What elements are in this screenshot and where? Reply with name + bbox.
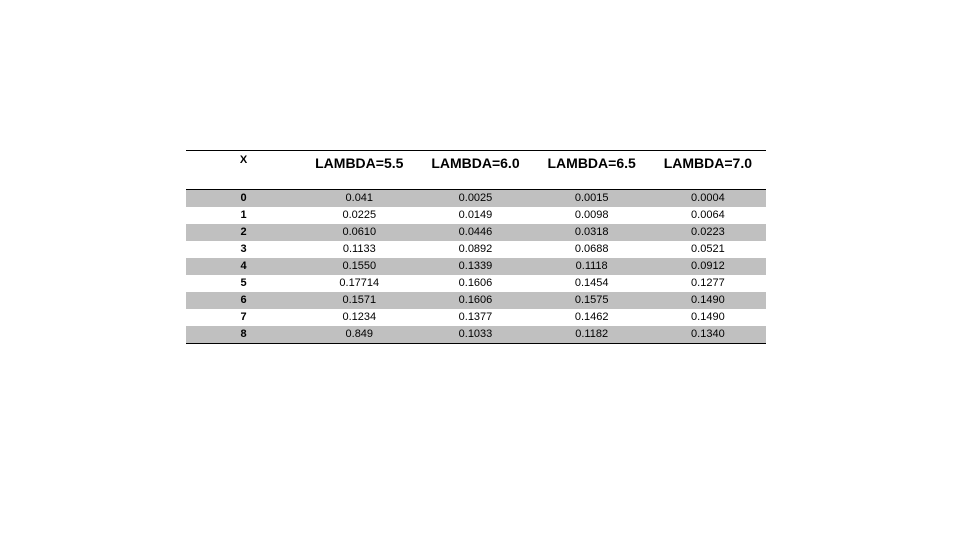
table-body xyxy=(186,190,766,344)
header-lambda-6-0: LAMBDA=6.0 xyxy=(417,151,533,190)
table-row xyxy=(186,207,766,224)
table-cell: 0.0892 xyxy=(458,243,493,255)
cell-x: 2 xyxy=(240,226,247,238)
table-row xyxy=(186,190,766,208)
table-cell: 0.1490 xyxy=(691,311,725,323)
cell-x: 7 xyxy=(240,311,247,323)
table-cell: 0.0521 xyxy=(691,243,725,255)
table-cell: 0.1377 xyxy=(458,311,493,323)
table-cell: 0.849 xyxy=(301,326,417,344)
table-cell: 0.1454 xyxy=(574,277,609,289)
table-cell: 0.0225 xyxy=(342,209,377,221)
table-cell: 0.1550 xyxy=(342,260,377,272)
table-cell: 0.1033 xyxy=(417,326,533,344)
header-row xyxy=(186,151,766,190)
table-row xyxy=(186,241,766,258)
table-cell: 0.1606 xyxy=(458,294,493,306)
table-row xyxy=(186,292,766,309)
table-cell: 0.0004 xyxy=(691,192,725,204)
cell-x: 5 xyxy=(240,277,247,289)
cell-x: 3 xyxy=(240,243,247,255)
table-cell: 0.0223 xyxy=(691,226,725,238)
cell-x: 0 xyxy=(240,192,247,204)
table-cell: 0.1234 xyxy=(342,311,377,323)
table-row xyxy=(186,275,766,292)
header-lambda-6-5: LAMBDA=6.5 xyxy=(534,151,650,190)
table-cell: 0.1118 xyxy=(575,260,608,272)
cell-x: 6 xyxy=(240,294,247,306)
table-cell: 0.0610 xyxy=(342,226,377,238)
table-cell: 0.0446 xyxy=(458,226,493,238)
table-cell: 0.0098 xyxy=(574,209,609,221)
table-cell: 0.1462 xyxy=(574,311,609,323)
table-row xyxy=(186,258,766,275)
cell-x: 4 xyxy=(240,260,247,272)
cell-x: 1 xyxy=(240,209,247,221)
table-cell: 0.1182 xyxy=(534,326,650,344)
table-cell: 0.0025 xyxy=(458,192,493,204)
table-row xyxy=(186,309,766,326)
table-cell: 0.0015 xyxy=(574,192,609,204)
header-x: X xyxy=(186,151,301,190)
table-cell: 0.1339 xyxy=(458,260,493,272)
table-cell: 0.1490 xyxy=(691,294,725,306)
table-cell: 0.1575 xyxy=(574,294,609,306)
table-cell: 0.1340 xyxy=(650,326,766,344)
table-cell: 0.17714 xyxy=(339,277,380,289)
table-cell: 0.1133 xyxy=(342,243,376,255)
table-cell: 0.0688 xyxy=(574,243,609,255)
header-lambda-5-5: LAMBDA=5.5 xyxy=(301,151,417,190)
table-cell: 0.041 xyxy=(345,192,374,204)
table-cell: 0.0912 xyxy=(691,260,725,272)
cell-x: 8 xyxy=(186,326,301,344)
table-row xyxy=(186,326,766,344)
table-cell: 0.0318 xyxy=(574,226,609,238)
table-cell: 0.1571 xyxy=(342,294,377,306)
table-header xyxy=(186,151,766,190)
table-cell: 0.1606 xyxy=(458,277,493,289)
header-lambda-7-0: LAMBDA=7.0 xyxy=(650,151,766,190)
poisson-probability-table xyxy=(186,150,766,344)
table-cell: 0.0149 xyxy=(458,209,493,221)
table-cell: 0.0064 xyxy=(691,209,725,221)
table-cell: 0.1277 xyxy=(691,277,725,289)
table-row xyxy=(186,224,766,241)
